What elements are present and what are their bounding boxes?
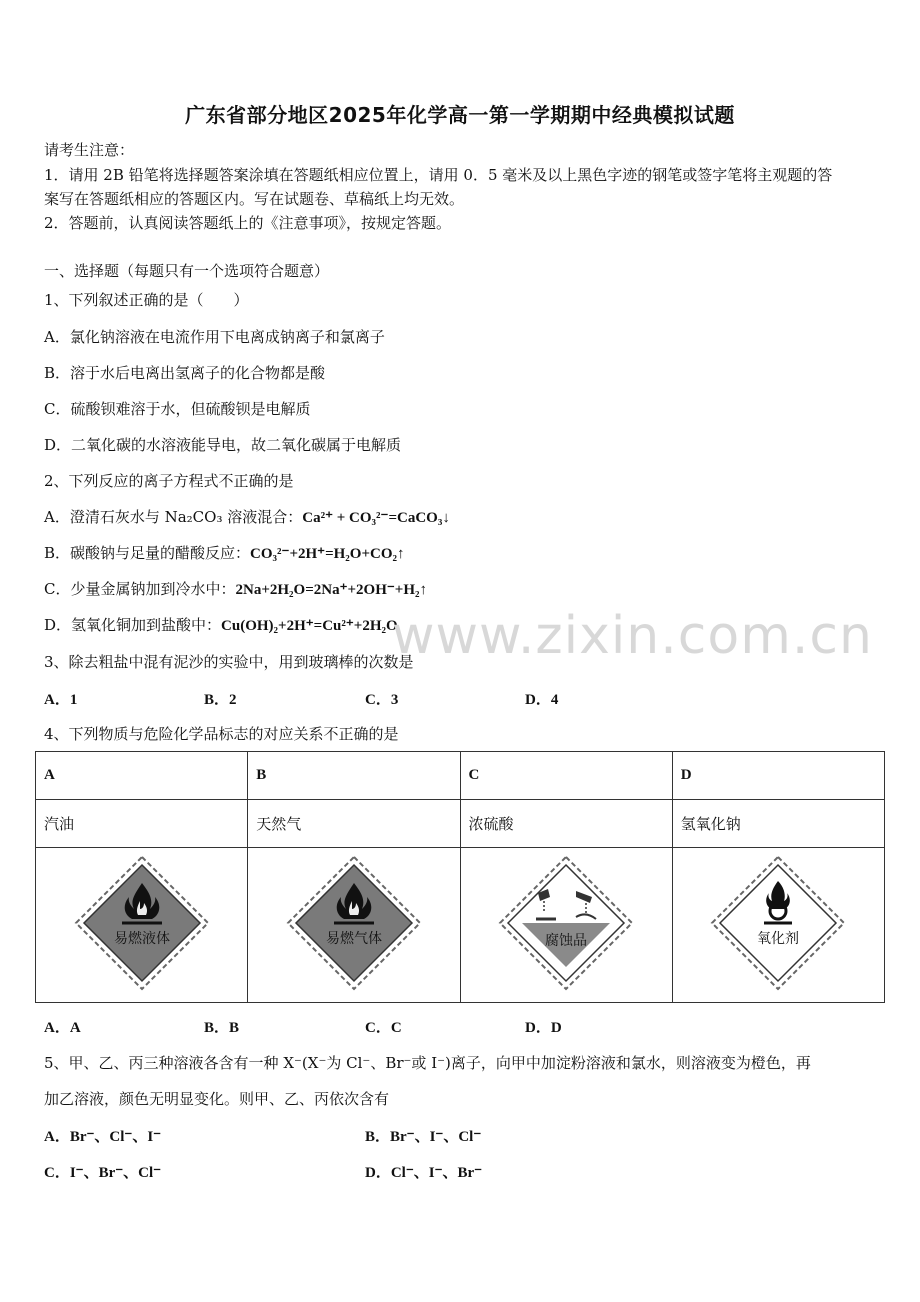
- q2-b-equation: CO₃²⁻+2H⁺=H₂O+CO₂↑: [250, 546, 405, 562]
- q5-stem-line2: 加乙溶液，颜色无明显变化。则甲、乙、丙依次含有: [44, 1090, 390, 1108]
- q2-d-text: D．氢氧化铜加到盐酸中：: [44, 616, 222, 634]
- q1-option-a: A．氯化钠溶液在电流作用下电离成钠离子和氯离子: [44, 328, 385, 346]
- q4-stem: 4、下列物质与危险化学品标志的对应关系不正确的是: [44, 725, 399, 743]
- substance-a: 汽油: [36, 800, 248, 848]
- q5-stem-line1: 5、甲、乙、丙三种溶液各含有一种 X⁻(X⁻为 Cl⁻、Br⁻或 I⁻)离子，向甲中加淀粉溶液和氯水，则溶液变为橙色，再: [44, 1054, 811, 1072]
- q5-option-b: B．Br⁻、I⁻、Cl⁻: [365, 1129, 482, 1145]
- q2-stem: 2、下列反应的离子方程式不正确的是: [44, 472, 294, 490]
- substance-c: 浓硫酸: [460, 800, 672, 848]
- q2-c-equation: 2Na+2H₂O=2Na⁺+2OH⁻+H₂↑: [235, 582, 428, 598]
- corrosive-icon: [496, 853, 636, 993]
- q4-option-c: C．C: [365, 1020, 402, 1036]
- q1-option-d: D．二氧化碳的水溶液能导电，故二氧化碳属于电解质: [44, 436, 402, 454]
- q1-option-c: C．硫酸钡难溶于水，但硫酸钡是电解质: [44, 400, 311, 418]
- notice-item-1b: 案写在答题纸相应的答题区内。写在试题卷、草稿纸上均无效。: [44, 190, 465, 208]
- symbol-cell-a: [36, 848, 248, 1003]
- q5-option-a: A．Br⁻、Cl⁻、I⁻: [44, 1129, 162, 1145]
- q4-option-a: A．A: [44, 1020, 81, 1036]
- flammable-gas-icon: [284, 853, 424, 993]
- notice-item-2: 2．答题前，认真阅读答题纸上的《注意事项》，按规定答题。: [44, 214, 452, 232]
- symbol-label-b: 易燃气体: [325, 931, 382, 947]
- oxidizer-icon: [708, 853, 848, 993]
- q2-a-equation: Ca²⁺ + CO₃²⁻=CaCO₃↓: [302, 510, 450, 526]
- symbol-label-d: 氧化剂: [757, 931, 800, 947]
- q1-option-b: B．溶于水后电离出氢离子的化合物都是酸: [44, 364, 326, 382]
- q1-stem: 1、下列叙述正确的是（ ）: [44, 291, 249, 309]
- table-header-row: [36, 752, 885, 800]
- q2-option-a: [44, 506, 450, 527]
- hazard-table: [35, 751, 885, 1003]
- q2-d-equation: Cu(OH)₂+2H⁺=Cu²⁺+2H₂O: [221, 618, 398, 634]
- q2-option-c: [44, 578, 427, 599]
- q2-b-text: B．碳酸钠与足量的醋酸反应：: [44, 544, 251, 562]
- page-title: 广东省部分地区2025年化学高一第一学期期中经典模拟试题: [185, 103, 735, 127]
- q2-a-text: A．澄清石灰水与 Na₂CO₃ 溶液混合：: [44, 508, 303, 526]
- section-heading: 一、选择题（每题只有一个选项符合题意）: [44, 262, 330, 280]
- q3-option-c: C．3: [365, 692, 399, 708]
- flammable-liquid-icon: [72, 853, 212, 993]
- q3-option-d: D．4: [525, 692, 559, 708]
- substance-row: [36, 800, 885, 848]
- notice-heading: 请考生注意：: [44, 141, 135, 159]
- symbol-row: [36, 848, 885, 1003]
- q2-option-b: [44, 542, 405, 563]
- q3-option-a: A．1: [44, 692, 78, 708]
- watermark: www.zixin.com.cn: [392, 606, 873, 666]
- symbol-cell-b: [248, 848, 460, 1003]
- header-cell-b: B: [248, 752, 460, 800]
- q5-option-d: D．Cl⁻、I⁻、Br⁻: [365, 1165, 483, 1181]
- substance-b: 天然气: [248, 800, 460, 848]
- q4-option-b: B．B: [204, 1020, 240, 1036]
- q3-stem: 3、除去粗盐中混有泥沙的实验中，用到玻璃棒的次数是: [44, 653, 414, 671]
- symbol-label-a: 易燃液体: [113, 931, 170, 947]
- header-cell-d: D: [672, 752, 884, 800]
- notice-item-1a: 1．请用 2B 铅笔将选择题答案涂填在答题纸相应位置上，请用 0．5 毫米及以上黑色字迹的钢笔或签字笔将主观题的答: [44, 166, 833, 184]
- q2-c-text: C．少量金属钠加到冷水中：: [44, 580, 236, 598]
- header-cell-a: A: [36, 752, 248, 800]
- q2-option-d: [44, 614, 398, 635]
- header-cell-c: C: [460, 752, 672, 800]
- substance-d: 氢氧化钠: [672, 800, 884, 848]
- q3-option-b: B．2: [204, 692, 237, 708]
- symbol-cell-d: [672, 848, 884, 1003]
- symbol-cell-c: [460, 848, 672, 1003]
- q4-option-d: D．D: [525, 1020, 562, 1036]
- symbol-label-c: 腐蚀品: [545, 933, 588, 949]
- q5-option-c: C．I⁻、Br⁻、Cl⁻: [44, 1165, 162, 1181]
